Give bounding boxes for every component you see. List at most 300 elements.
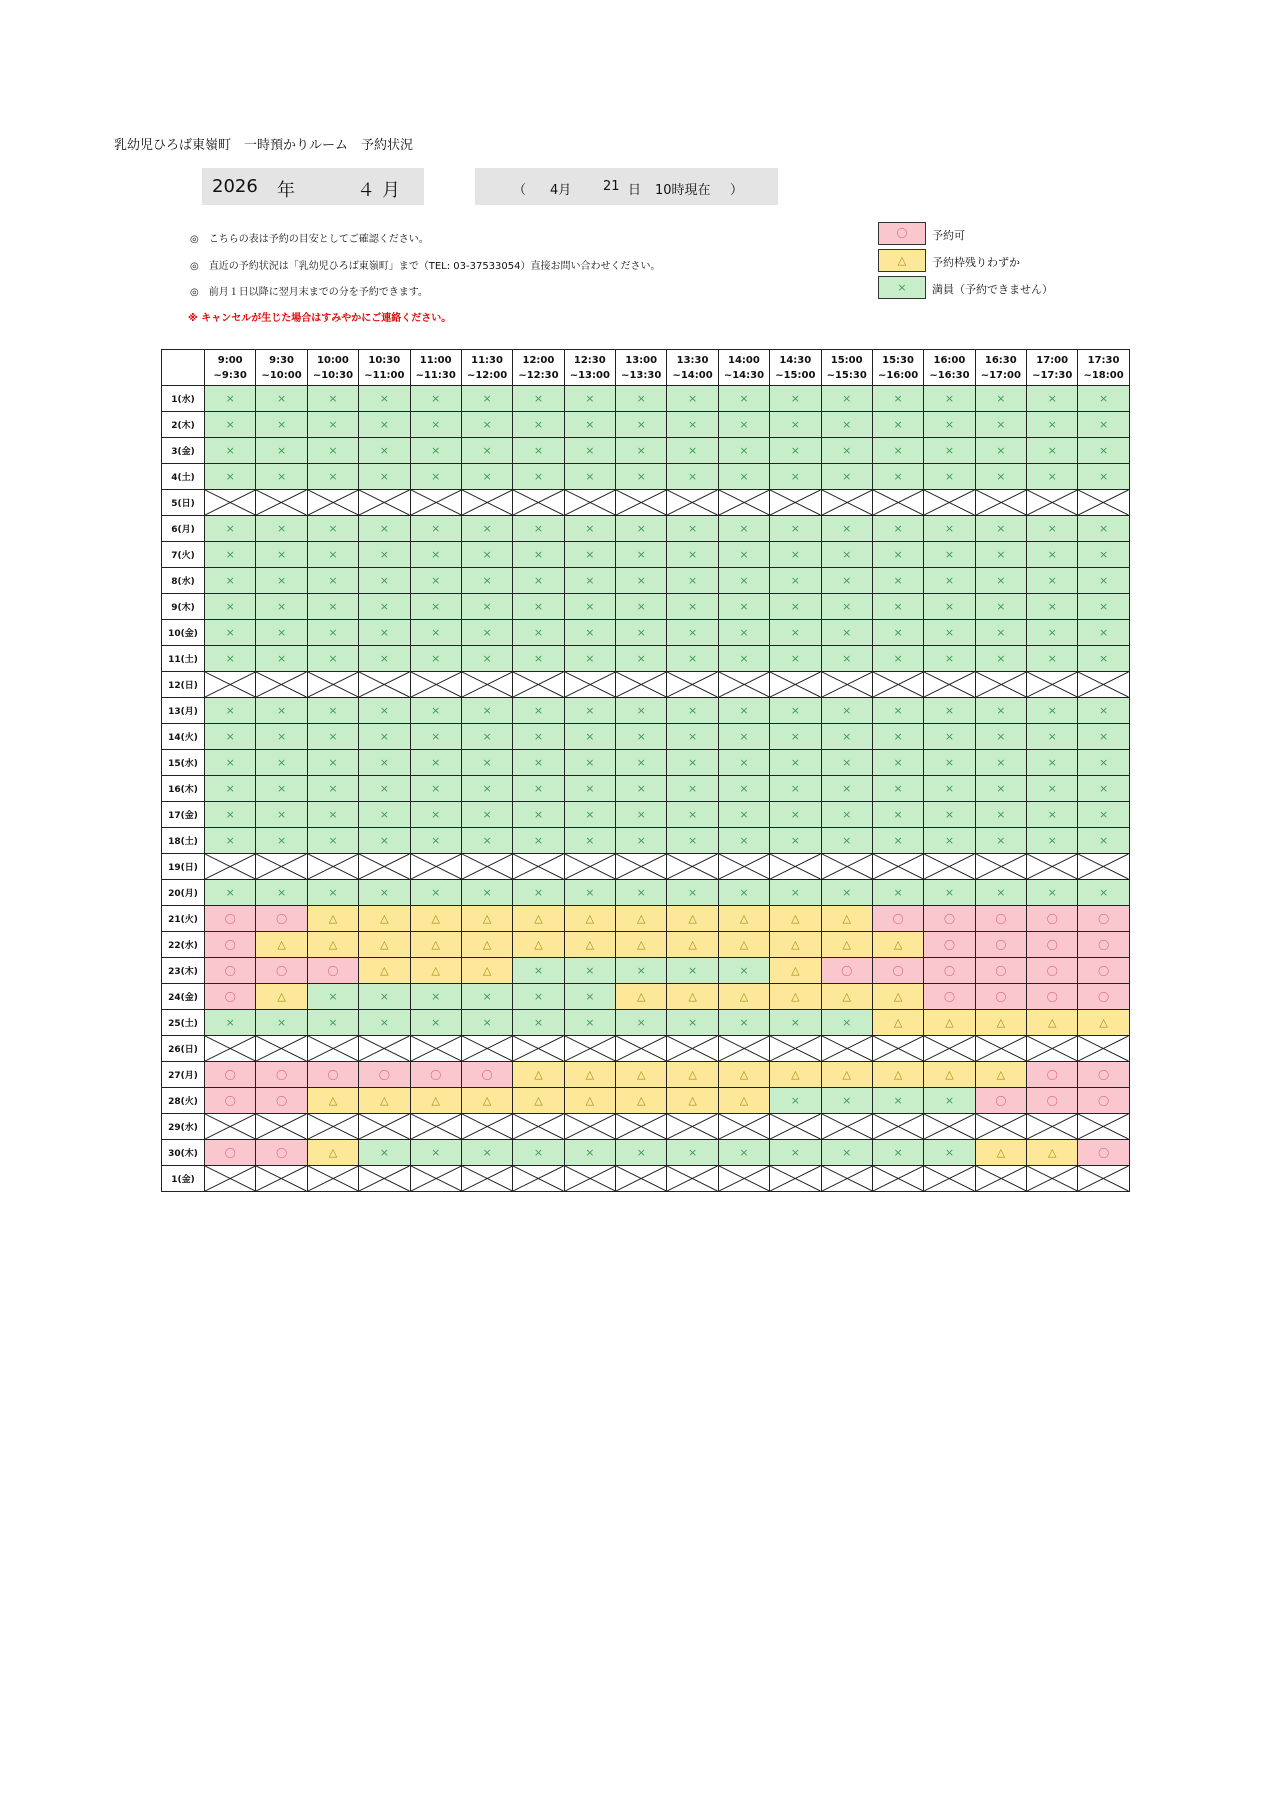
closed-cell (1078, 1114, 1129, 1140)
few-left-cell: △ (564, 1088, 615, 1114)
available-cell: 〇 (410, 1062, 461, 1088)
closed-cell (256, 1166, 307, 1192)
full-cell: × (872, 646, 923, 672)
full-cell: × (975, 646, 1026, 672)
full-cell: × (1027, 698, 1078, 724)
closed-cross-icon (205, 1166, 255, 1191)
full-cell: × (564, 620, 615, 646)
full-cell: × (667, 880, 718, 906)
day-label: 1(水) (162, 386, 205, 412)
closed-cross-icon (308, 490, 358, 515)
few-left-cell: △ (924, 1010, 975, 1036)
available-cell: 〇 (1027, 932, 1078, 958)
full-cell: × (770, 620, 821, 646)
full-cell: × (616, 620, 667, 646)
full-cell: × (1027, 412, 1078, 438)
full-cell: × (770, 1010, 821, 1036)
closed-cell (924, 672, 975, 698)
full-cell: × (718, 776, 769, 802)
full-cell: × (410, 698, 461, 724)
closed-cross-icon (565, 1166, 615, 1191)
full-cell: × (718, 1010, 769, 1036)
available-cell: 〇 (205, 1062, 256, 1088)
full-cell: × (307, 724, 358, 750)
full-cell: × (359, 646, 410, 672)
few-left-cell: △ (770, 932, 821, 958)
closed-cross-icon (770, 672, 820, 697)
few-left-cell: △ (718, 906, 769, 932)
full-cell: × (821, 594, 872, 620)
day-label: 5(日) (162, 490, 205, 516)
time-slot-end: ~18:00 (1083, 369, 1124, 381)
closed-cell (359, 672, 410, 698)
few-left-cell: △ (667, 1062, 718, 1088)
few-left-cell: △ (821, 1062, 872, 1088)
full-cell: × (616, 516, 667, 542)
full-cell: × (410, 880, 461, 906)
closed-cell (256, 1036, 307, 1062)
full-cell: × (821, 438, 872, 464)
full-cell: × (821, 776, 872, 802)
full-cell: × (256, 646, 307, 672)
closed-cross-icon (462, 490, 512, 515)
time-slot-header (359, 350, 410, 386)
as-of-close-paren: ） (730, 183, 744, 198)
time-slot-start: 9:30 (269, 354, 294, 366)
full-cell: × (359, 776, 410, 802)
full-cell: × (975, 464, 1026, 490)
full-cell: × (872, 828, 923, 854)
full-cell: × (1078, 802, 1129, 828)
full-cell: × (770, 646, 821, 672)
closed-cell (461, 854, 512, 880)
full-cell: × (1078, 568, 1129, 594)
closed-cell (718, 1114, 769, 1140)
full-cell: × (513, 984, 564, 1010)
full-cell: × (770, 412, 821, 438)
few-left-cell: △ (410, 906, 461, 932)
closed-cell (718, 854, 769, 880)
closed-cross-icon (1027, 1166, 1077, 1191)
closed-cross-icon (822, 1114, 872, 1139)
full-cell: × (564, 958, 615, 984)
table-row (162, 880, 1130, 906)
closed-cell (924, 1166, 975, 1192)
closed-cell (205, 854, 256, 880)
closed-cell (307, 490, 358, 516)
closed-cross-icon (1027, 1036, 1077, 1061)
closed-cross-icon (873, 672, 923, 697)
closed-cross-icon (359, 672, 409, 697)
time-slot-end: ~12:00 (466, 369, 508, 381)
closed-cross-icon (513, 490, 563, 515)
few-left-cell: △ (513, 906, 564, 932)
closed-cell (667, 672, 718, 698)
time-slot-header (513, 350, 564, 386)
closed-cell (256, 672, 307, 698)
closed-cell (770, 1114, 821, 1140)
full-cell: × (564, 516, 615, 542)
full-cell: × (307, 568, 358, 594)
time-slot-end: ~12:30 (518, 369, 559, 381)
closed-cross-icon (924, 1036, 974, 1061)
table-row (162, 802, 1130, 828)
full-cell: × (205, 1010, 256, 1036)
full-cell: × (821, 620, 872, 646)
time-slot-start: 12:30 (573, 354, 606, 366)
full-cell: × (616, 958, 667, 984)
full-cell: × (872, 516, 923, 542)
full-cell: × (616, 776, 667, 802)
full-cell: × (410, 776, 461, 802)
time-slot-start: 12:00 (522, 354, 555, 366)
few-left-cell: △ (975, 1140, 1026, 1166)
closed-cross-icon (565, 490, 615, 515)
full-cell: × (821, 880, 872, 906)
time-slot-start: 11:30 (471, 354, 503, 366)
note-3: ◎ 前月１日以降に翌月末までの分を予約できます。 (190, 287, 428, 298)
closed-cross-icon (256, 490, 306, 515)
full-cell: × (924, 412, 975, 438)
closed-cross-icon (1078, 1114, 1128, 1139)
closed-cross-icon (873, 1036, 923, 1061)
closed-cell (770, 672, 821, 698)
few-left-cell: △ (821, 906, 872, 932)
closed-cell (564, 854, 615, 880)
full-cell: × (513, 724, 564, 750)
full-cell: × (410, 594, 461, 620)
full-cell: × (1078, 698, 1129, 724)
full-cell: × (205, 776, 256, 802)
closed-cell (1078, 672, 1129, 698)
full-cell: × (461, 1140, 512, 1166)
few-left-cell: △ (461, 906, 512, 932)
available-cell: 〇 (256, 906, 307, 932)
table-row (162, 854, 1130, 880)
few-left-cell: △ (770, 958, 821, 984)
full-cell: × (307, 984, 358, 1010)
time-slot-end: ~16:30 (929, 369, 970, 381)
closed-cell (872, 672, 923, 698)
available-cell: 〇 (975, 1088, 1026, 1114)
day-label: 2(木) (162, 412, 205, 438)
legend-label-full: 満員（予約できません） (932, 283, 1053, 296)
few-left-cell: △ (564, 906, 615, 932)
cancel-note: ※ キャンセルが生じた場合はすみやかにご連絡ください。 (188, 313, 452, 324)
time-slot-start: 13:00 (625, 354, 658, 366)
full-cell: × (975, 880, 1026, 906)
full-cell: × (1078, 542, 1129, 568)
available-cell: 〇 (307, 1062, 358, 1088)
few-left-cell: △ (1027, 1140, 1078, 1166)
full-cell: × (924, 802, 975, 828)
full-cell: × (307, 438, 358, 464)
closed-cross-icon (822, 672, 872, 697)
full-cell: × (307, 698, 358, 724)
full-cell: × (975, 698, 1026, 724)
full-cell: × (461, 1010, 512, 1036)
full-cell: × (564, 646, 615, 672)
full-cell: × (461, 828, 512, 854)
closed-cross-icon (256, 854, 306, 879)
closed-cross-icon (616, 490, 666, 515)
day-label: 30(木) (162, 1140, 205, 1166)
closed-cell (513, 672, 564, 698)
full-cell: × (616, 438, 667, 464)
full-cell: × (924, 776, 975, 802)
full-cell: × (667, 412, 718, 438)
closed-cross-icon (667, 672, 717, 697)
full-cell: × (975, 568, 1026, 594)
closed-cell (1078, 854, 1129, 880)
full-cell: × (205, 464, 256, 490)
available-cell: 〇 (205, 932, 256, 958)
full-cell: × (410, 620, 461, 646)
year-month-box (202, 168, 424, 205)
closed-cell (205, 490, 256, 516)
few-left-cell: △ (821, 984, 872, 1010)
few-left-cell: △ (359, 1088, 410, 1114)
full-cell: × (307, 620, 358, 646)
full-cell: × (1027, 620, 1078, 646)
few-left-cell: △ (616, 932, 667, 958)
closed-cross-icon (256, 1114, 306, 1139)
full-cell: × (359, 568, 410, 594)
closed-cell (616, 854, 667, 880)
full-cell: × (205, 620, 256, 646)
full-cell: × (307, 516, 358, 542)
closed-cross-icon (1078, 854, 1128, 879)
full-cell: × (410, 802, 461, 828)
full-cell: × (770, 1140, 821, 1166)
closed-cell (616, 1166, 667, 1192)
full-cell: × (821, 724, 872, 750)
day-label: 24(金) (162, 984, 205, 1010)
full-cell: × (872, 542, 923, 568)
closed-cross-icon (822, 854, 872, 879)
full-cell: × (359, 828, 410, 854)
table-row (162, 672, 1130, 698)
few-left-cell: △ (307, 1140, 358, 1166)
full-cell: × (1027, 516, 1078, 542)
full-cell: × (975, 802, 1026, 828)
available-cell: 〇 (256, 1088, 307, 1114)
full-cell: × (410, 646, 461, 672)
closed-cell (205, 1036, 256, 1062)
few-left-cell: △ (667, 906, 718, 932)
full-cell: × (410, 750, 461, 776)
time-slot-start: 10:00 (317, 354, 349, 366)
full-cell: × (205, 880, 256, 906)
full-cell: × (205, 594, 256, 620)
full-cell: × (359, 984, 410, 1010)
full-cell: × (1078, 516, 1129, 542)
full-cell: × (770, 776, 821, 802)
full-cell: × (205, 698, 256, 724)
day-label: 12(日) (162, 672, 205, 698)
few-left-cell: △ (872, 1010, 923, 1036)
time-slot-header (307, 350, 358, 386)
full-cell: × (975, 724, 1026, 750)
table-row (162, 490, 1130, 516)
full-cell: × (616, 1010, 667, 1036)
closed-cross-icon (411, 1114, 461, 1139)
full-cell: × (718, 438, 769, 464)
available-cell: 〇 (1027, 958, 1078, 984)
table-row (162, 412, 1130, 438)
full-cell: × (307, 776, 358, 802)
month-unit: 月 (382, 180, 400, 201)
full-cell: × (1078, 724, 1129, 750)
closed-cross-icon (873, 854, 923, 879)
closed-cell (410, 490, 461, 516)
full-cell: × (461, 984, 512, 1010)
full-cell: × (718, 880, 769, 906)
full-cell: × (872, 1140, 923, 1166)
closed-cell (410, 854, 461, 880)
table-row (162, 958, 1130, 984)
closed-cell (359, 1114, 410, 1140)
time-slot-start: 16:00 (933, 354, 966, 366)
closed-cross-icon (462, 1166, 512, 1191)
full-cell: × (205, 646, 256, 672)
full-cell: × (410, 724, 461, 750)
full-cell: × (307, 1010, 358, 1036)
closed-cross-icon (462, 854, 512, 879)
few-left-cell: △ (307, 1088, 358, 1114)
time-slot-start: 17:00 (1036, 354, 1069, 366)
full-cell: × (616, 646, 667, 672)
closed-cell (513, 490, 564, 516)
full-cell: × (256, 828, 307, 854)
full-cell: × (410, 438, 461, 464)
full-cell: × (205, 724, 256, 750)
closed-cell (1078, 490, 1129, 516)
closed-cross-icon (667, 1166, 717, 1191)
full-cell: × (975, 516, 1026, 542)
few-left-cell: △ (513, 932, 564, 958)
full-cell: × (924, 438, 975, 464)
full-cell: × (513, 958, 564, 984)
full-cell: × (564, 750, 615, 776)
time-slot-start: 10:30 (368, 354, 401, 366)
full-cell: × (616, 1140, 667, 1166)
closed-cell (924, 854, 975, 880)
time-slot-header (205, 350, 256, 386)
closed-cell (307, 1114, 358, 1140)
legend-swatch-available: 〇 (878, 222, 926, 245)
table-row (162, 620, 1130, 646)
closed-cell (564, 1114, 615, 1140)
few-left-cell: △ (616, 1088, 667, 1114)
available-cell: 〇 (975, 906, 1026, 932)
available-cell: 〇 (1027, 906, 1078, 932)
full-cell: × (718, 516, 769, 542)
full-cell: × (256, 516, 307, 542)
closed-cell (616, 1114, 667, 1140)
full-cell: × (924, 542, 975, 568)
time-slot-start: 15:30 (882, 354, 914, 366)
full-cell: × (616, 568, 667, 594)
reservation-table (161, 349, 1130, 1192)
closed-cross-icon (1078, 490, 1128, 515)
available-cell: 〇 (872, 906, 923, 932)
closed-cell (821, 1114, 872, 1140)
few-left-cell: △ (718, 984, 769, 1010)
closed-cell (975, 1036, 1026, 1062)
few-left-cell: △ (872, 984, 923, 1010)
time-slot-header (1078, 350, 1129, 386)
time-slot-header (821, 350, 872, 386)
as-of-date-box (475, 168, 778, 205)
full-cell: × (256, 880, 307, 906)
full-cell: × (821, 464, 872, 490)
closed-cross-icon (822, 1036, 872, 1061)
few-left-cell: △ (667, 932, 718, 958)
few-left-cell: △ (513, 1088, 564, 1114)
time-slot-header (924, 350, 975, 386)
day-label: 23(木) (162, 958, 205, 984)
closed-cell (359, 490, 410, 516)
table-body (162, 386, 1130, 1192)
closed-cell (770, 1166, 821, 1192)
closed-cross-icon (770, 490, 820, 515)
few-left-cell: △ (256, 932, 307, 958)
available-cell: 〇 (1027, 984, 1078, 1010)
closed-cell (667, 1114, 718, 1140)
full-cell: × (1027, 568, 1078, 594)
full-cell: × (256, 464, 307, 490)
available-cell: 〇 (1078, 1088, 1129, 1114)
full-cell: × (821, 646, 872, 672)
day-label: 18(土) (162, 828, 205, 854)
day-label: 16(木) (162, 776, 205, 802)
few-left-cell: △ (821, 932, 872, 958)
available-cell: 〇 (205, 906, 256, 932)
few-left-cell: △ (410, 1088, 461, 1114)
full-cell: × (924, 594, 975, 620)
full-cell: × (924, 464, 975, 490)
full-cell: × (461, 776, 512, 802)
few-left-cell: △ (461, 958, 512, 984)
closed-cross-icon (770, 1036, 820, 1061)
full-cell: × (307, 464, 358, 490)
time-slot-end: ~17:00 (980, 369, 1021, 381)
full-cell: × (667, 828, 718, 854)
full-cell: × (924, 386, 975, 412)
full-cell: × (924, 568, 975, 594)
available-cell: 〇 (359, 1062, 410, 1088)
available-cell: 〇 (1078, 1062, 1129, 1088)
full-cell: × (1027, 386, 1078, 412)
full-cell: × (513, 698, 564, 724)
full-cell: × (872, 802, 923, 828)
time-slot-header (667, 350, 718, 386)
available-cell: 〇 (205, 1140, 256, 1166)
full-cell: × (359, 620, 410, 646)
full-cell: × (256, 568, 307, 594)
few-left-cell: △ (410, 932, 461, 958)
few-left-cell: △ (256, 984, 307, 1010)
full-cell: × (718, 724, 769, 750)
closed-cross-icon (924, 490, 974, 515)
full-cell: × (975, 620, 1026, 646)
closed-cell (461, 490, 512, 516)
month-value: ４ (357, 180, 375, 201)
closed-cross-icon (924, 854, 974, 879)
full-cell: × (205, 568, 256, 594)
closed-cross-icon (513, 1114, 563, 1139)
